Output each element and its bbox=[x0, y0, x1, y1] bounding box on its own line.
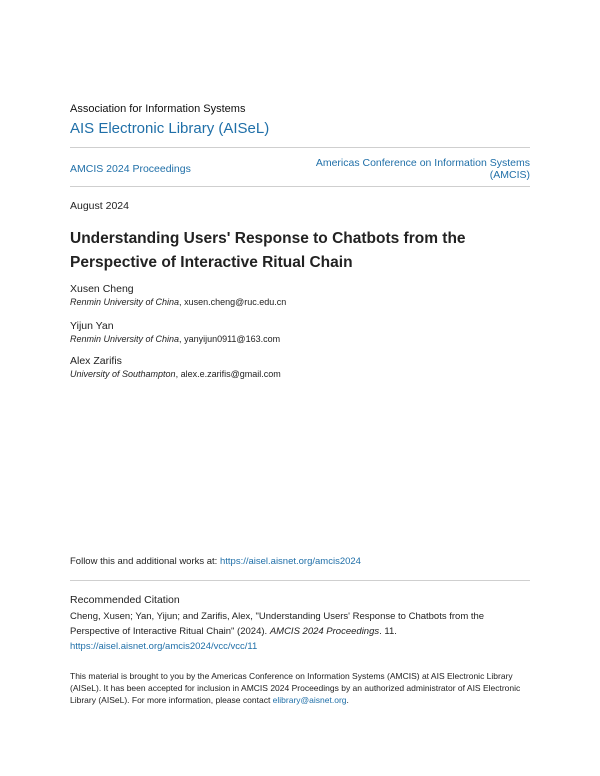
citation-heading: Recommended Citation bbox=[70, 594, 180, 606]
divider bbox=[70, 580, 530, 581]
affiliation-name: Renmin University of China bbox=[70, 334, 180, 344]
notice-body: This material is brought to you by the Americas Conference on Information Systems (AMCIS) at AIS Electronic Library (AISeL). It has been accepted for inclusion in AMCIS 2024 Proceedings by an authorized administrator of AIS Electronic Library (AISeL). For more information, please contact bbox=[70, 671, 521, 705]
divider bbox=[70, 147, 530, 148]
author-affiliation: Renmin University of China, yanyijun0911@163.com bbox=[70, 334, 281, 344]
follow-text: Follow this and additional works at: bbox=[70, 556, 220, 567]
notice-text bbox=[70, 670, 530, 706]
library-link[interactable]: AIS Electronic Library (AISeL) bbox=[70, 120, 270, 137]
author-email-link[interactable]: alex.e.zarifis@gmail.com bbox=[180, 369, 281, 379]
conference-link[interactable]: Americas Conference on Information Systems (AMCIS) bbox=[315, 157, 530, 181]
paper-title: Understanding Users' Response to Chatbots from the Perspective of Interactive Ritual Chain bbox=[70, 230, 466, 271]
author-name: Xusen Cheng bbox=[70, 283, 134, 295]
author-affiliation: University of Southampton, alex.e.zarifis@gmail.com bbox=[70, 369, 281, 379]
organization-name: Association for Information Systems bbox=[70, 103, 246, 115]
proceedings-link[interactable]: AMCIS 2024 Proceedings bbox=[70, 163, 191, 175]
citation-venue: AMCIS 2024 Proceedings bbox=[269, 626, 380, 637]
author-block bbox=[70, 283, 286, 307]
citation-link[interactable]: https://aisel.aisnet.org/amcis2024/vcc/vcc/11 bbox=[70, 641, 258, 652]
affiliation-name: University of Southampton bbox=[70, 369, 176, 379]
author-email-link[interactable]: yanyijun0911@163.com bbox=[184, 334, 281, 344]
contact-email-link[interactable]: elibrary@aisnet.org bbox=[272, 695, 347, 705]
author-email-link[interactable]: xusen.cheng@ruc.edu.cn bbox=[184, 297, 287, 307]
citation-body: Cheng, Xusen; Yan, Yijun; and Zarifis, Alex, "Understanding Users' Response to Chatbots from the Perspective of Interactive Ritual Chain" (2024). bbox=[70, 611, 485, 637]
author-name: Yijun Yan bbox=[70, 320, 114, 332]
author-block bbox=[70, 355, 281, 379]
notice-end: . bbox=[346, 695, 349, 705]
citation-text bbox=[70, 609, 530, 654]
author-name: Alex Zarifis bbox=[70, 355, 122, 367]
publication-date: August 2024 bbox=[70, 200, 129, 212]
divider bbox=[70, 186, 530, 187]
author-block bbox=[70, 320, 280, 344]
author-affiliation: Renmin University of China, xusen.cheng@ruc.edu.cn bbox=[70, 297, 287, 307]
citation-number: . 11. bbox=[379, 626, 397, 637]
follow-line bbox=[70, 556, 361, 567]
affiliation-name: Renmin University of China bbox=[70, 297, 180, 307]
follow-link[interactable]: https://aisel.aisnet.org/amcis2024 bbox=[219, 556, 361, 567]
